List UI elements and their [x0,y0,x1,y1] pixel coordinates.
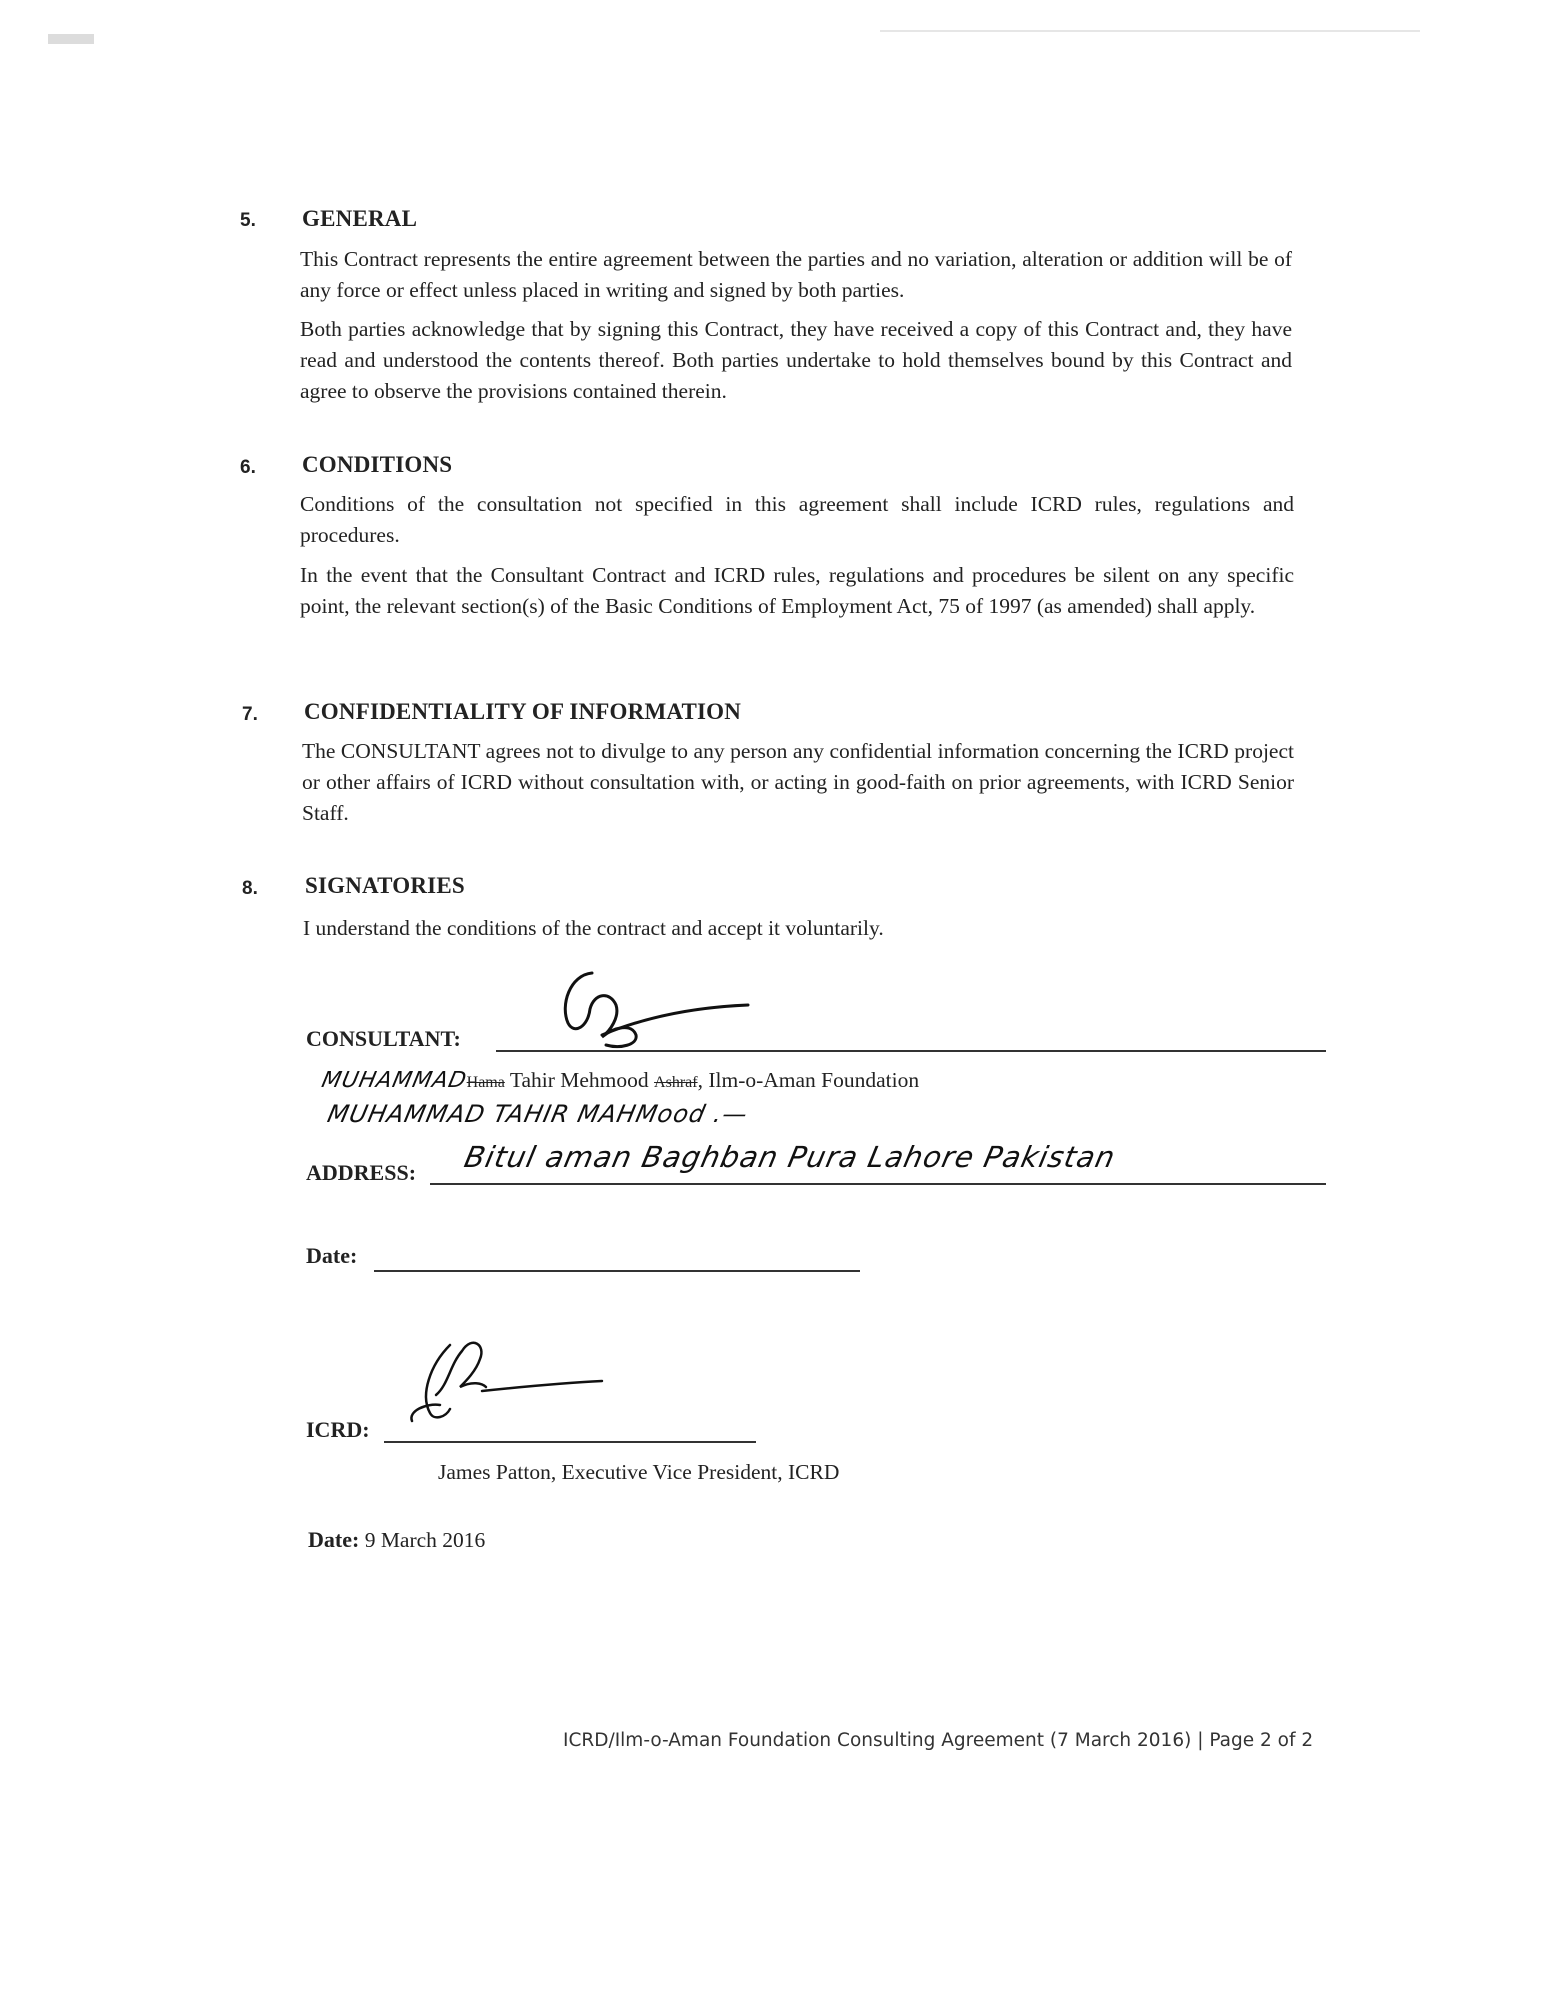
consultant-signature [540,965,760,1075]
section-6-title: CONDITIONS [302,452,453,477]
icrd-signature-line [384,1441,756,1443]
scan-speck [48,34,94,44]
section-5-paragraph-1: This Contract represents the entire agreement between the parties and no variation, alteration or addition will be of any force or effect unless placed in writing and signed by both parties. [300,247,1292,302]
footer-text: ICRD/Ilm-o-Aman Foundation Consulting Agreement (7 March 2016) [563,1730,1192,1751]
address-line [430,1183,1326,1185]
consultant-struck-prefix: Hama [466,1074,505,1091]
consultant-organization: , Ilm-o-Aman Foundation [697,1068,920,1092]
date-label-consultant: Date: [306,1243,358,1268]
consultant-struck-suffix: Ashraf [654,1074,698,1091]
address-label: ADDRESS: [306,1160,417,1185]
section-8-title: SIGNATORIES [305,873,465,898]
date-line-consultant [374,1270,860,1272]
section-8-number: 8. [242,878,258,899]
consultant-handwritten-prefix: MUHAMMAD [319,1068,470,1093]
icrd-signature [390,1325,610,1435]
section-5-number: 5. [240,210,256,231]
address-handwritten: Bitul aman Baghban Pura Lahore Pakistan [461,1140,1119,1174]
section-6-paragraph-2: In the event that the Consultant Contract and ICRD rules, regulations and procedures be silent on any specific point, the relevant section(s) of the Basic Conditions of Employment Act, 75 of 1997 (as amended) shall apply. [300,563,1294,618]
footer-page-number: Page 2 of 2 [1209,1730,1314,1751]
page-footer [563,1730,1313,1751]
section-8-paragraph-1: I understand the conditions of the contract and accept it voluntarily. [303,916,884,940]
consultant-handwritten-name: MUHAMMAD TAHIR MAHMood .— [325,1100,751,1128]
date-line-icrd [308,1527,485,1553]
section-6-paragraph-1: Conditions of the consultation not specified in this agreement shall include ICRD rules, regulations and procedures. [300,492,1294,547]
consultant-name-line [319,1068,920,1093]
section-5-title: GENERAL [302,206,418,231]
consultant-signature-line [496,1050,1326,1052]
section-7-number: 7. [242,704,258,725]
icrd-signatory-name: James Patton, Executive Vice President, ICRD [438,1460,840,1484]
consultant-label: CONSULTANT: [306,1026,461,1051]
consultant-printed-name: Tahir Mehmood [509,1068,649,1092]
icrd-label: ICRD: [306,1417,370,1442]
section-6-number: 6. [240,457,256,478]
section-7-title: CONFIDENTIALITY OF INFORMATION [304,699,742,724]
date-value-icrd: 9 March 2016 [359,1528,486,1552]
section-5-paragraph-2: Both parties acknowledge that by signing this Contract, they have received a copy of this Contract and, they have read and understood the contents thereof. Both parties undertake to hold themselves bound by this Contract and agree to observe the provisions contained therein. [300,317,1292,403]
date-label-icrd: Date: [308,1527,360,1552]
footer-separator: | [1191,1730,1210,1751]
section-7-paragraph-1: The CONSULTANT agrees not to divulge to any person any confidential information concerning the ICRD project or other affairs of ICRD without consultation with, or acting in good-faith on prior agreements, with ICRD Senior Staff. [302,739,1294,825]
scan-speck [880,30,1420,32]
